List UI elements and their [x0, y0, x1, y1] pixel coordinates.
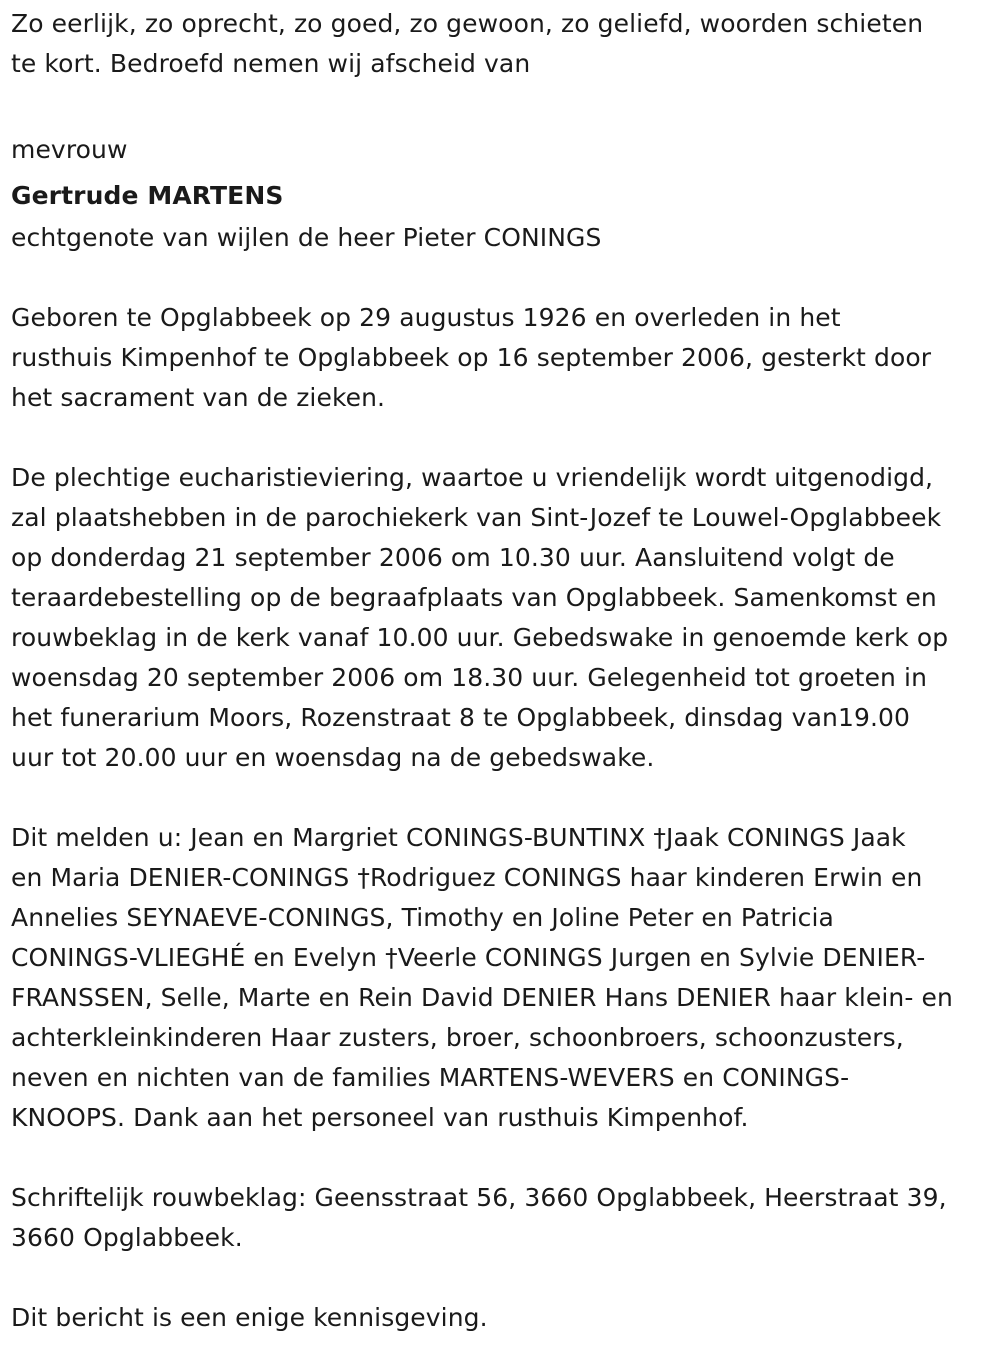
intro-line: Zo eerlijk, zo oprecht, zo goed, zo gewoon, zo geliefd, woorden schieten [11, 9, 924, 38]
family-line: FRANSSEN, Selle, Marte en Rein David DENIER Hans DENIER haar klein- en [11, 983, 953, 1012]
closing-note: Dit bericht is een enige kennisgeving. [11, 1303, 488, 1332]
spacer [11, 1138, 996, 1178]
spacer [11, 1258, 996, 1298]
birth-death-line: het sacrament van de zieken. [11, 383, 386, 412]
family-line: Dit melden u: Jean en Margriet CONINGS-BUNTINX †Jaak CONINGS Jaak [11, 823, 906, 852]
deceased-name: Gertrude MARTENS [11, 181, 284, 210]
spacer [11, 84, 996, 124]
birth-death-line: rusthuis Kimpenhof te Opglabbeek op 16 september 2006, gesterkt door [11, 343, 932, 372]
intro-line: te kort. Bedroefd nemen wij afscheid van [11, 49, 531, 78]
honorific: mevrouw [11, 135, 128, 164]
deceased-relation: echtgenote van wijlen de heer Pieter CONINGS [11, 223, 602, 252]
intro-paragraph [11, 4, 996, 84]
family-line: Annelies SEYNAEVE-CONINGS, Timothy en Joline Peter en Patricia [11, 903, 834, 932]
family-line: achterkleinkinderen Haar zusters, broer, schoonbroers, schoonzusters, [11, 1023, 904, 1052]
spacer [11, 778, 996, 818]
birth-death-paragraph [11, 298, 996, 418]
ceremony-line: zal plaatshebben in de parochiekerk van Sint-Jozef te Louwel-Opglabbeek [11, 503, 942, 532]
spacer [11, 418, 996, 458]
family-line: KNOOPS. Dank aan het personeel van rusthuis Kimpenhof. [11, 1103, 749, 1132]
spacer [11, 258, 996, 298]
family-line: en Maria DENIER-CONINGS †Rodriguez CONINGS haar kinderen Erwin en [11, 863, 923, 892]
family-paragraph [11, 818, 996, 1138]
ceremony-paragraph [11, 458, 996, 778]
ceremony-line: teraardebestelling op de begraafplaats van Opglabbeek. Samenkomst en [11, 583, 937, 612]
ceremony-line: op donderdag 21 september 2006 om 10.30 uur. Aansluitend volgt de [11, 543, 895, 572]
ceremony-line: het funerarium Moors, Rozenstraat 8 te Opglabbeek, dinsdag van19.00 [11, 703, 911, 732]
ceremony-line: uur tot 20.00 uur en woensdag na de gebedswake. [11, 743, 655, 772]
condolence-line: Schriftelijk rouwbeklag: Geensstraat 56, 3660 Opglabbeek, Heerstraat 39, [11, 1183, 947, 1212]
condolence-line: 3660 Opglabbeek. [11, 1223, 243, 1252]
family-line: neven en nichten van de families MARTENS-WEVERS en CONINGS- [11, 1063, 850, 1092]
ceremony-line: woensdag 20 september 2006 om 18.30 uur. Gelegenheid tot groeten in [11, 663, 928, 692]
birth-death-line: Geboren te Opglabbeek op 29 augustus 1926 en overleden in het [11, 303, 841, 332]
death-notice [11, 4, 996, 1338]
ceremony-line: rouwbeklag in de kerk vanaf 10.00 uur. Gebedswake in genoemde kerk op [11, 623, 949, 652]
ceremony-line: De plechtige eucharistieviering, waartoe u vriendelijk wordt uitgenodigd, [11, 463, 934, 492]
condolence-paragraph [11, 1178, 996, 1258]
family-line: CONINGS-VLIEGHÉ en Evelyn †Veerle CONINGS Jurgen en Sylvie DENIER- [11, 943, 926, 972]
